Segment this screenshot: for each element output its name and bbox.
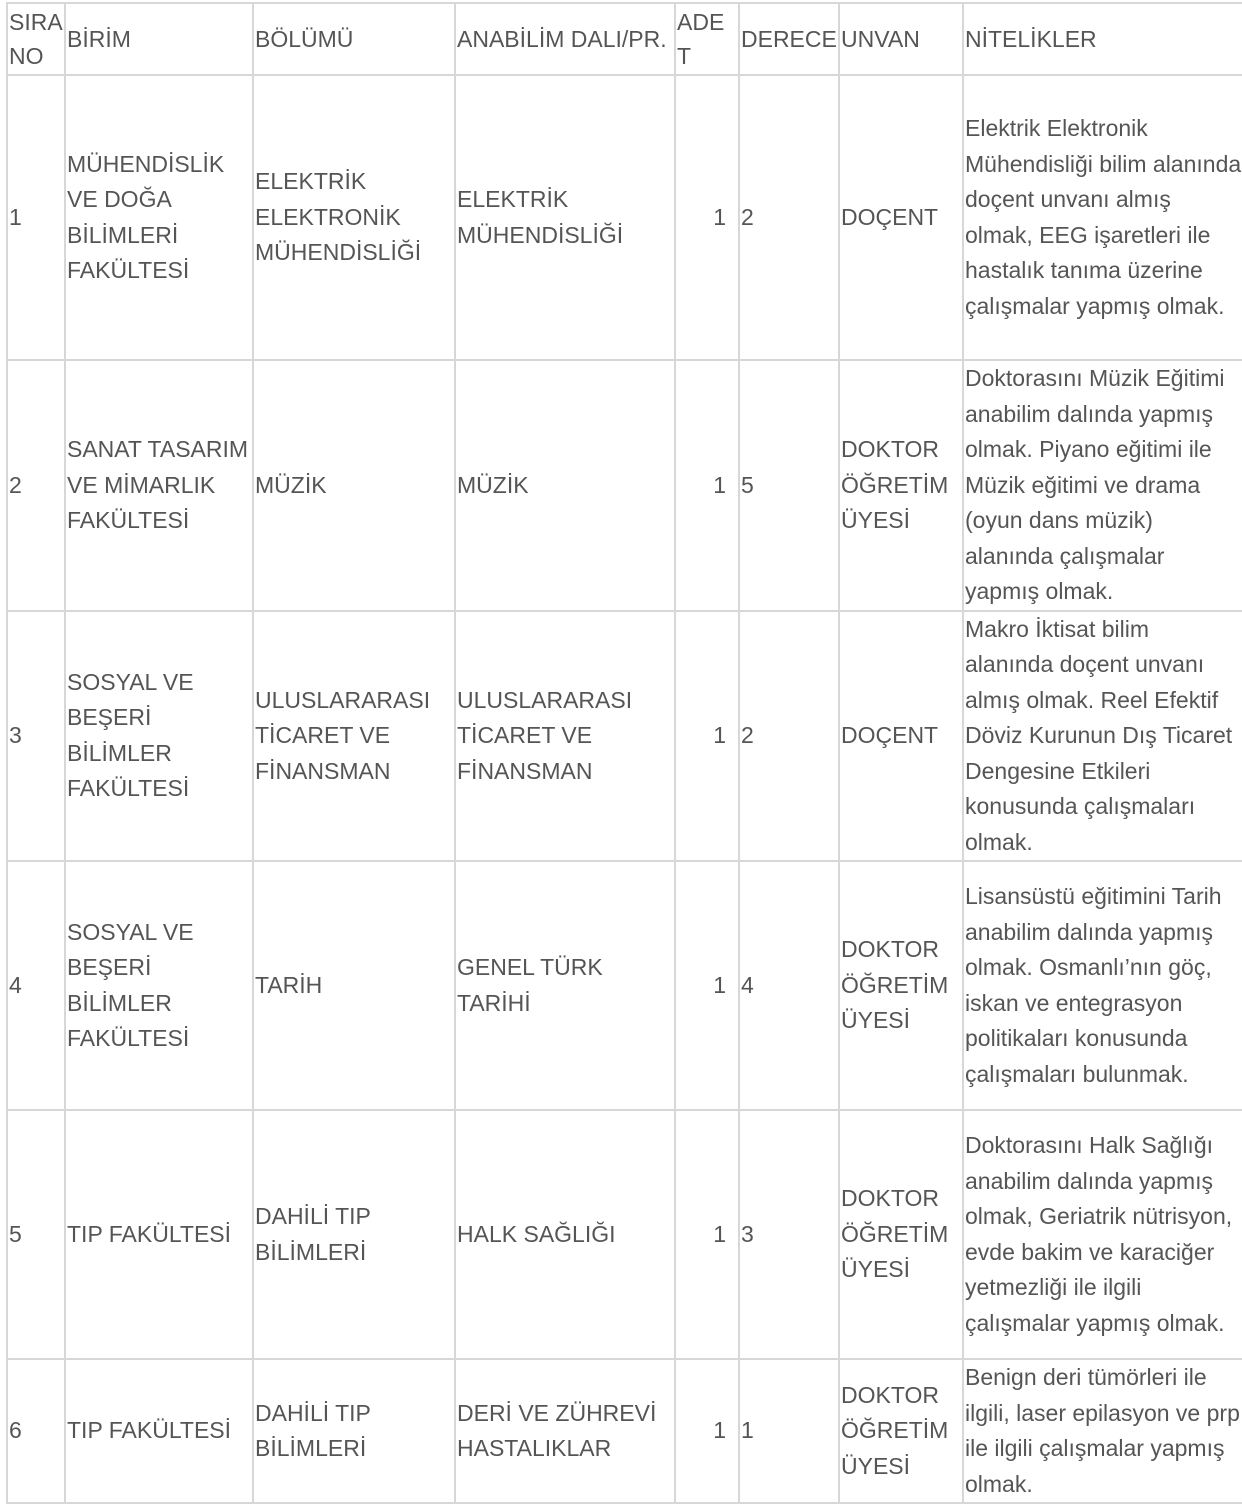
cell-sira: 3: [7, 611, 65, 862]
table-row: [7, 360, 1242, 611]
cell-anabilim: HALK SAĞLIĞI: [455, 1110, 675, 1359]
cell-sira: 1: [7, 75, 65, 360]
cell-bolum: MÜZİK: [253, 360, 455, 611]
table-row: [7, 1359, 1242, 1503]
cell-bolum: ULUSLARARASI TİCARET VE FİNANSMAN: [253, 611, 455, 862]
cell-anabilim: ULUSLARARASI TİCARET VE FİNANSMAN: [455, 611, 675, 862]
header-adet: ADET: [675, 3, 739, 75]
header-nitelikler: NİTELİKLER: [963, 3, 1242, 75]
cell-sira: 5: [7, 1110, 65, 1359]
cell-unvan: DOKTOR ÖĞRETİM ÜYESİ: [839, 360, 963, 611]
header-anabilim-dali: ANABİLİM DALI/PR.: [455, 3, 675, 75]
cell-unvan: DOÇENT: [839, 75, 963, 360]
cell-derece: 3: [739, 1110, 839, 1359]
header-unvan: UNVAN: [839, 3, 963, 75]
table-row: [7, 861, 1242, 1110]
cell-bolum: DAHİLİ TIP BİLİMLERİ: [253, 1110, 455, 1359]
header-sira-no: SIRA NO: [7, 3, 65, 75]
cell-sira: 6: [7, 1359, 65, 1503]
header-bolumu: BÖLÜMÜ: [253, 3, 455, 75]
cell-nitelikler: Doktorasını Halk Sağlığı anabilim dalında yapmış olmak, Geriatrik nütrisyon, evde bakim ve karaciğer yetmezliği ile ilgili çalışmalar yapmış olmak.: [963, 1110, 1242, 1359]
cell-adet: 1: [675, 611, 739, 862]
header-row: [7, 3, 1242, 75]
cell-anabilim: ELEKTRİK MÜHENDİSLİĞİ: [455, 75, 675, 360]
cell-adet: 1: [675, 861, 739, 1110]
cell-birim: TIP FAKÜLTESİ: [65, 1110, 253, 1359]
cell-nitelikler: Makro İktisat bilim alanında doçent unvanı almış olmak. Reel Efektif Döviz Kurunun Dış Ticaret Dengesine Etkileri konusunda çalışmaları olmak.: [963, 611, 1242, 862]
cell-anabilim: GENEL TÜRK TARİHİ: [455, 861, 675, 1110]
cell-derece: 4: [739, 861, 839, 1110]
table-row: [7, 75, 1242, 360]
cell-unvan: DOKTOR ÖĞRETİM ÜYESİ: [839, 861, 963, 1110]
cell-nitelikler: Lisansüstü eğitimini Tarih anabilim dalında yapmış olmak. Osmanlı’nın göç, iskan ve entegrasyon politikaları konusunda çalışmaları bulunmak.: [963, 861, 1242, 1110]
cell-derece: 1: [739, 1359, 839, 1503]
positions-table: [6, 2, 1242, 1504]
cell-unvan: DOKTOR ÖĞRETİM ÜYESİ: [839, 1110, 963, 1359]
cell-bolum: ELEKTRİK ELEKTRONİK MÜHENDİSLİĞİ: [253, 75, 455, 360]
cell-adet: 1: [675, 1359, 739, 1503]
cell-sira: 4: [7, 861, 65, 1110]
cell-derece: 2: [739, 75, 839, 360]
header-derece: DERECE: [739, 3, 839, 75]
cell-birim: SANAT TASARIM VE MİMARLIK FAKÜLTESİ: [65, 360, 253, 611]
cell-unvan: DOKTOR ÖĞRETİM ÜYESİ: [839, 1359, 963, 1503]
cell-unvan: DOÇENT: [839, 611, 963, 862]
cell-adet: 1: [675, 1110, 739, 1359]
cell-derece: 2: [739, 611, 839, 862]
table-row: [7, 1110, 1242, 1359]
cell-nitelikler: Doktorasını Müzik Eğitimi anabilim dalında yapmış olmak. Piyano eğitimi ile Müzik eğitimi ve drama (oyun dans müzik) alanında çalışmalar yapmış olmak.: [963, 360, 1242, 611]
cell-anabilim: MÜZİK: [455, 360, 675, 611]
header-birim: BİRİM: [65, 3, 253, 75]
cell-birim: SOSYAL VE BEŞERİ BİLİMLER FAKÜLTESİ: [65, 861, 253, 1110]
cell-nitelikler: Elektrik Elektronik Mühendisliği bilim alanında doçent unvanı almış olmak, EEG işaretleri ile hastalık tanıma üzerine çalışmalar yapmış olmak.: [963, 75, 1242, 360]
cell-adet: 1: [675, 75, 739, 360]
cell-derece: 5: [739, 360, 839, 611]
cell-anabilim: DERİ VE ZÜHREVİ HASTALIKLAR: [455, 1359, 675, 1503]
cell-birim: TIP FAKÜLTESİ: [65, 1359, 253, 1503]
table-row: [7, 611, 1242, 862]
cell-bolum: DAHİLİ TIP BİLİMLERİ: [253, 1359, 455, 1503]
cell-nitelikler: Benign deri tümörleri ile ilgili, laser epilasyon ve prp ile ilgili çalışmalar yapmış olmak.: [963, 1359, 1242, 1503]
cell-bolum: TARİH: [253, 861, 455, 1110]
cell-birim: MÜHENDİSLİK VE DOĞA BİLİMLERİ FAKÜLTESİ: [65, 75, 253, 360]
cell-birim: SOSYAL VE BEŞERİ BİLİMLER FAKÜLTESİ: [65, 611, 253, 862]
cell-adet: 1: [675, 360, 739, 611]
cell-sira: 2: [7, 360, 65, 611]
